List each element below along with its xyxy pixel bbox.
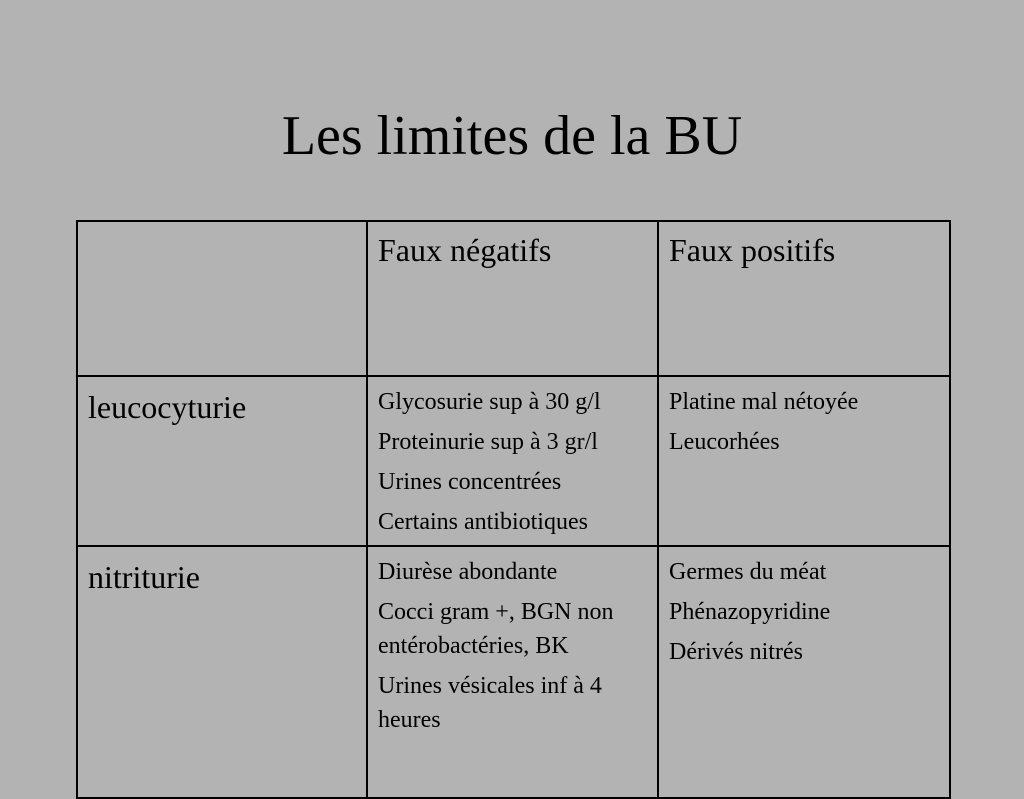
cell-nitriturie-faux-positifs: [658, 546, 950, 798]
list-item: Cocci gram +, BGN non entérobactéries, BK: [378, 599, 614, 659]
cell-leucocyturie-faux-negatifs: [367, 376, 658, 546]
cell-leucocyturie-faux-positifs: [658, 376, 950, 546]
list-leucocyturie-faux-negatifs: [378, 385, 647, 539]
list-leucocyturie-faux-positifs: [669, 385, 939, 459]
list-item: Diurèse abondante: [378, 559, 558, 585]
limits-table-container: [76, 220, 949, 799]
list-item: Leucorhées: [669, 429, 780, 455]
table-header-row: [77, 221, 950, 376]
list-item: Glycosurie sup à 30 g/l: [378, 389, 601, 415]
table-row-nitriturie: [77, 546, 950, 798]
header-faux-negatifs: Faux négatifs: [367, 221, 658, 376]
list-item: Phénazopyridine: [669, 599, 831, 625]
list-nitriturie-faux-negatifs: [378, 555, 647, 737]
table-row-leucocyturie: [77, 376, 950, 546]
slide-title: Les limites de la BU: [281, 105, 743, 167]
header-faux-positifs: Faux positifs: [658, 221, 950, 376]
list-item: Germes du méat: [669, 559, 827, 585]
header-empty-cell: [77, 221, 367, 376]
list-item: Urines vésicales inf à 4 heures: [378, 673, 602, 733]
list-item: Platine mal nétoyée: [669, 389, 859, 415]
row-label-leucocyturie: leucocyturie: [77, 376, 367, 546]
cell-nitriturie-faux-negatifs: [367, 546, 658, 798]
list-item: Certains antibiotiques: [378, 509, 588, 535]
list-nitriturie-faux-positifs: [669, 555, 939, 669]
row-label-nitriturie: nitriturie: [77, 546, 367, 798]
list-item: Dérivés nitrés: [669, 639, 803, 665]
list-item: Proteinurie sup à 3 gr/l: [378, 429, 598, 455]
limits-table: [76, 220, 951, 799]
list-item: Urines concentrées: [378, 469, 562, 495]
